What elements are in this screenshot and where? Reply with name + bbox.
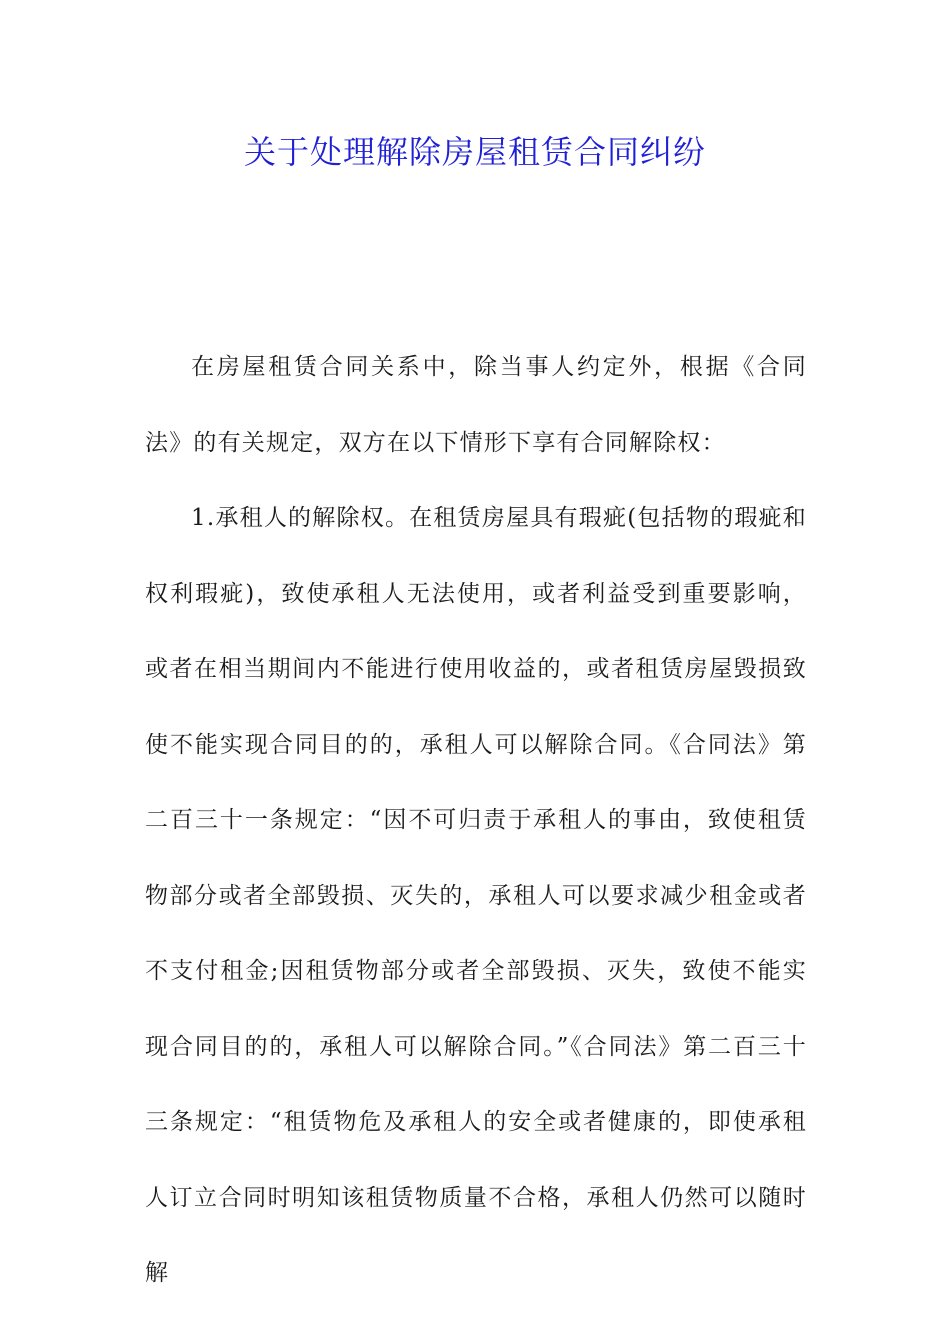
- document-body: [145, 330, 807, 1312]
- paragraph-intro: 在房屋租赁合同关系中，除当事人约定外，根据《合同法》的有关规定，双方在以下情形下享有合同解除权：: [145, 354, 807, 456]
- document-title: 关于处理解除房屋租赁合同纠纷: [243, 133, 706, 171]
- paragraph-tenant-termination-right: 1.承租人的解除权。在租赁房屋具有瑕疵(包括物的瑕疵和权利瑕疵)，致使承租人无法使用，或者利益受到重要影响，或者在相当期间内不能进行使用收益的，或者租赁房屋毁损致使不能实现合同目的的，承租人可以解除合同。《合同法》第二百三十一条规定：“因不可归责于承租人的事由，致使租赁物部分或者全部毁损、灭失的，承租人可以要求减少租金或者不支付租金;因租赁物部分或者全部毁损、灭失，致使不能实现合同目的的，承租人可以解除合同。”《合同法》第二百三十三条规定：“租赁物危及承租人的安全或者健康的，即使承租人订立合同时明知该租赁物质量不合格，承租人仍然可以随时解: [145, 505, 807, 1286]
